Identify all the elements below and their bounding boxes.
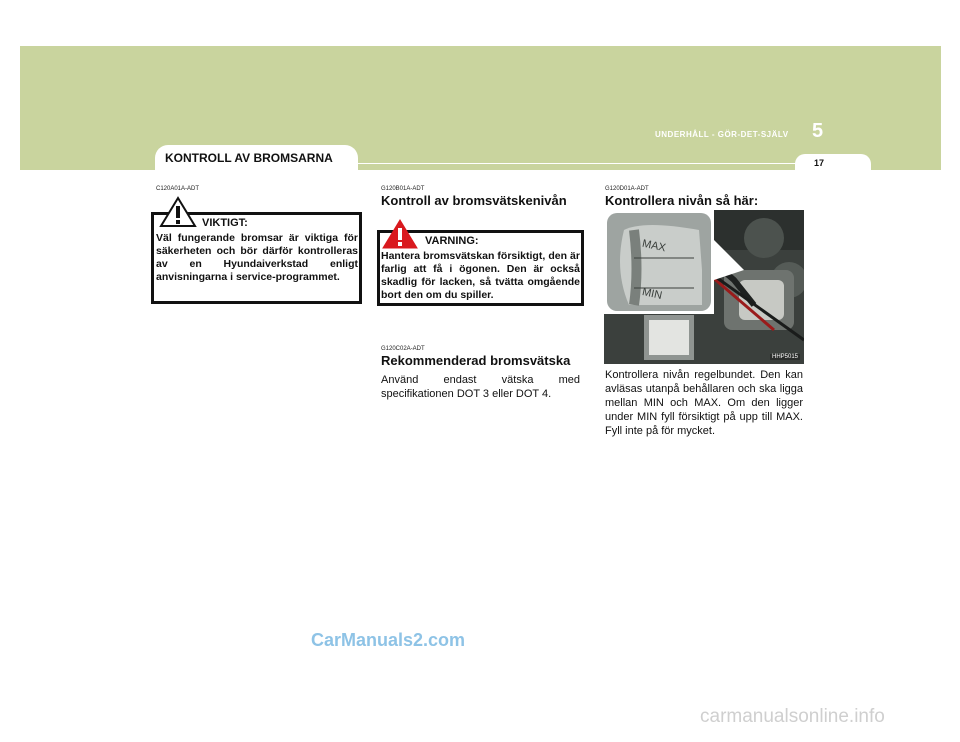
chapter-title: UNDERHÅLL - GÖR-DET-SJÄLV <box>655 130 789 139</box>
max-marking: MAX <box>641 237 667 255</box>
footer-watermark: carmanualsonline.info <box>700 706 885 727</box>
section-code: C120A01A-ADT <box>156 186 200 192</box>
warning-triangle-icon <box>159 196 197 228</box>
section-code: G120B01A-ADT <box>381 186 425 192</box>
page-number: 17 <box>814 158 825 168</box>
chapter-number: 5 <box>812 120 824 142</box>
photo-label: HHP5015 <box>772 354 799 360</box>
caution-text: Väl fungerande bromsar är viktiga för säkerheten och bör därför kontrolleras av en Hyundaiverkstad enligt anvisningarna i service-programmet. <box>156 232 358 283</box>
warning-text: Hantera bromsvätskan försiktigt, den är farlig att få i ögonen. Den är också skadlig för lacken, så tvätta omgående bort den om du spiller. <box>381 250 580 301</box>
section-title: KONTROLL AV BROMSARNA <box>165 151 333 165</box>
caution-title: VIKTIGT: <box>202 217 248 229</box>
heading-brake-fluid-level: Kontroll av bromsvätskenivån <box>381 193 567 208</box>
engine-bay-illustration <box>604 210 804 364</box>
page-number-tab <box>795 154 871 174</box>
watermark: CarManuals2.com <box>311 630 466 650</box>
check-level-text: Kontrollera nivån regelbundet. Den kan avläsas utanpå behållaren och ska ligga mellan MIN och MAX. Om den ligger under MIN fyll försiktigt på upp till MAX. Fyll inte på för mycket. <box>605 369 803 437</box>
section-code: G120C02A-ADT <box>381 346 425 352</box>
warning-triangle-icon <box>381 218 419 250</box>
min-marking: MIN <box>640 286 664 302</box>
heading-check-level: Kontrollera nivån så här: <box>605 193 759 208</box>
recommended-fluid-text: Använd endast vätska med specifikationen DOT 3 eller DOT 4. <box>381 374 580 400</box>
brake-reservoir-photo <box>604 210 804 364</box>
warning-title: VARNING: <box>425 235 479 247</box>
section-code: G120D01A-ADT <box>605 186 649 192</box>
heading-recommended-fluid: Rekommenderad bromsvätska <box>381 353 571 368</box>
